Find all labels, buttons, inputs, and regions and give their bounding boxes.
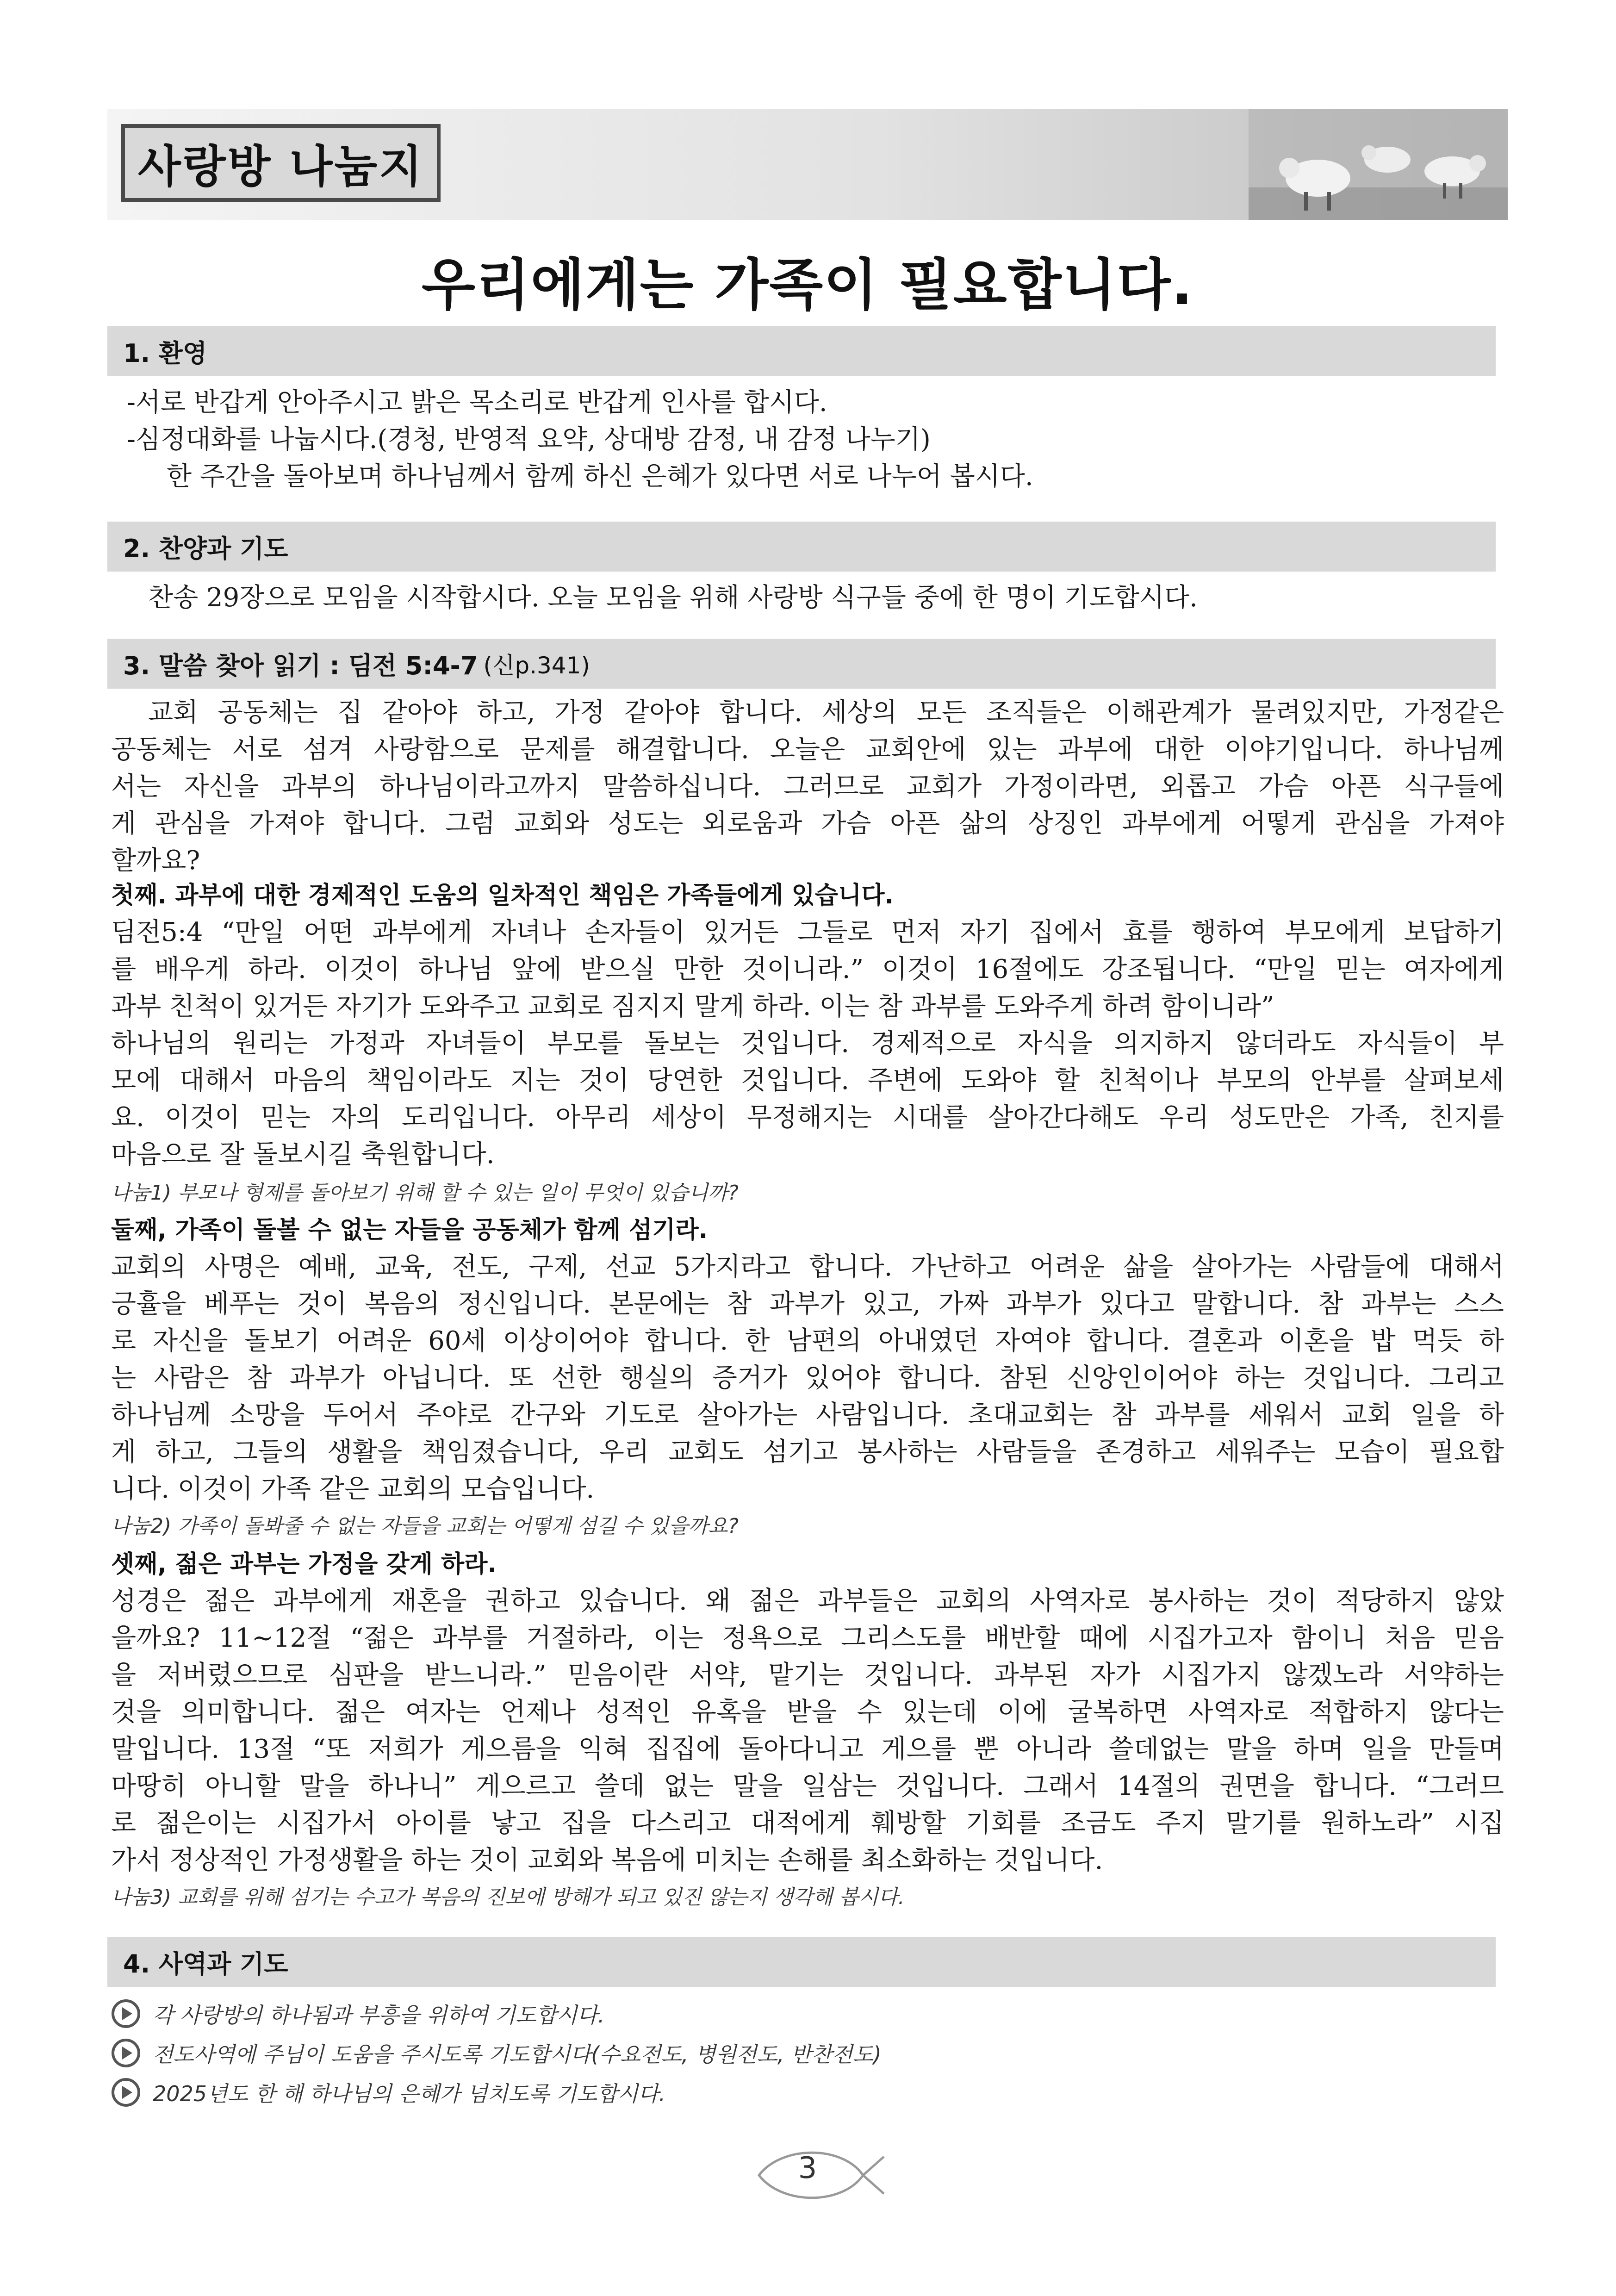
page-number-block <box>750 2143 889 2208</box>
prayer-item-text: 2025년도 한 해 하나님의 은혜가 넘치도록 기도합시다. <box>153 2081 666 2106</box>
arrow-circle-icon <box>111 1999 141 2028</box>
page-title: 우리에게는 가족이 필요합니다. <box>421 253 1194 317</box>
point1-line: 딤전5:4 “만일 어떤 과부에게 자녀나 손자들이 있거든 그들로 먼저 자기 집에서 효를 행하여 부모에게 보답하기 <box>111 917 1504 947</box>
point2-title: 둘째, 가족이 돌볼 수 없는 자들을 공동체가 함께 섬기라. <box>111 1216 708 1244</box>
point3-line: 을까요? 11~12절 “젊은 과부를 거절하라, 이는 정욕으로 그리스도를 배반할 때에 시집가고자 함이니 처음 믿음 <box>111 1623 1504 1653</box>
point3-line: 을 저버렸으므로 심판을 받느니라.” 믿음이란 서약, 맡기는 것입니다. 과부된 자가 시집가지 않겠노라 서약하는 <box>111 1660 1504 1690</box>
welcome-line: 한 주간을 돌아보며 하나님께서 함께 하신 은혜가 있다면 서로 나누어 봅시다. <box>167 461 1033 492</box>
discussion-question-2: 나눔2) 가족이 돌봐줄 수 없는 자들을 교회는 어떻게 섬길 수 있을까요? <box>111 1514 739 1538</box>
point3-line: 말입니다. 13절 “또 저희가 게으름을 익혀 집집에 돌아다니고 게으를 뿐 아니라 쓸데없는 말을 하며 일을 만들며 <box>111 1734 1504 1764</box>
prayer-item-text: 전도사역에 주님이 도움을 주시도록 기도합시다(수요전도, 병원전도, 반찬전도) <box>153 2042 882 2067</box>
point1-title: 첫째. 과부에 대한 경제적인 도움의 일차적인 책임은 가족들에게 있습니다. <box>111 882 894 909</box>
point3-line: 것을 의미합니다. 젊은 여자는 언제나 성적인 유혹을 받을 수 있는데 이에 굴복하면 사역자로 적합하지 않다는 <box>111 1697 1504 1727</box>
scripture-heading-text: 3. 말씀 찾아 읽기 : 딤전 5:4-7 <box>123 651 478 680</box>
prayer-item <box>111 2076 665 2109</box>
point1-line: 요. 이것이 믿는 자의 도리입니다. 아무리 세상이 무정해지는 시대를 살아간다해도 우리 성도만은 가족, 친지를 <box>111 1102 1504 1132</box>
point3-line: 가서 정상적인 가정생활을 하는 것이 교회와 복음에 미치는 손해를 최소화하는 것입니다. <box>111 1845 1103 1875</box>
worship-line: 찬송 29장으로 모임을 시작합시다. 오늘 모임을 위해 사랑방 식구들 중에 한 명이 기도합시다. <box>148 583 1198 613</box>
discussion-question-3: 나눔3) 교회를 위해 섬기는 수고가 복음의 진보에 방해가 되고 있진 않는지 생각해 봅시다. <box>111 1885 905 1909</box>
point1-line: 모에 대해서 마음의 책임이라도 지는 것이 당연한 것입니다. 주변에 도와야 할 친척이나 부모의 안부를 살펴보세 <box>111 1065 1504 1095</box>
page-number: 3 <box>798 2151 817 2185</box>
point1-line: 하나님의 원리는 가정과 자녀들이 부모를 돌보는 것입니다. 경제적으로 자식을 의지하지 않더라도 자식들이 부 <box>111 1028 1504 1058</box>
point2-line: 니다. 이것이 가족 같은 교회의 모습입니다. <box>111 1474 595 1504</box>
section-heading-prayer: 4. 사역과 기도 <box>107 1937 1496 1987</box>
point1-line: 과부 친척이 있거든 자기가 도와주고 교회로 짐지지 말게 하라. 이는 참 과부를 도와주게 하려 함이니라” <box>111 991 1274 1021</box>
point2-line: 게 하고, 그들의 생활을 책임졌습니다, 우리 교회도 섬기고 봉사하는 사람들을 존경하고 세워주는 모습이 필요합 <box>111 1437 1504 1467</box>
point1-line: 를 배우게 하라. 이것이 하나님 앞에 받으실 만한 것이니라.” 이것이 16절에도 강조됩니다. “만일 믿는 여자에게 <box>111 954 1504 984</box>
point3-line: 마땅히 아니할 말을 하나니” 게으르고 쓸데 없는 말을 일삼는 것입니다. 그래서 14절의 권면을 합니다. “그러므 <box>111 1771 1504 1801</box>
point3-line: 로 젊은이는 시집가서 아이를 낳고 집을 다스리고 대적에게 훼방할 기회를 조금도 주지 말기를 원하노라” 시집 <box>111 1808 1504 1838</box>
point2-line: 는 사람은 참 과부가 아닙니다. 또 선한 행실의 증거가 있어야 합니다. 참된 신앙인이어야 하는 것입니다. 그리고 <box>111 1363 1504 1393</box>
point2-line: 로 자신을 돌보기 어려운 60세 이상이어야 합니다. 한 남편의 아내였던 자여야 합니다. 결혼과 이혼을 밥 먹듯 하 <box>111 1326 1504 1356</box>
section-heading-worship: 2. 찬양과 기도 <box>107 522 1496 572</box>
section-heading-welcome: 1. 환영 <box>107 326 1496 376</box>
welcome-line: -심정대화를 나눕시다.(경청, 반영적 요약, 상대방 감정, 내 감정 나누기) <box>127 424 931 454</box>
section-label-box <box>121 124 441 202</box>
point3-line: 성경은 젊은 과부에게 재혼을 권하고 있습니다. 왜 젊은 과부들은 교회의 사역자로 봉사하는 것이 적당하지 않았 <box>111 1586 1504 1616</box>
intro-line: 교회 공동체는 집 같아야 하고, 가정 같아야 합니다. 세상의 모든 조직들은 이해관계가 물려있지만, 가정같은 <box>148 697 1504 728</box>
point2-line: 하나님께 소망을 두어서 주야로 간구와 기도로 살아가는 사람입니다. 초대교회는 참 과부를 세워서 교회 일을 하 <box>111 1400 1504 1430</box>
intro-line: 서는 자신을 과부의 하나님이라고까지 말씀하십니다. 그러므로 교회가 가정이라면, 외롭고 가슴 아픈 식구들에 <box>111 772 1504 802</box>
intro-line: 할까요? <box>111 846 200 876</box>
prayer-item <box>111 1997 604 2030</box>
point3-title: 셋째, 젊은 과부는 가정을 갖게 하라. <box>111 1550 497 1578</box>
section-heading-scripture <box>107 639 1496 689</box>
sheep-photo <box>1249 109 1508 220</box>
prayer-item-text: 각 사랑방의 하나됨과 부흥을 위하여 기도합시다. <box>153 2003 605 2028</box>
arrow-circle-icon <box>111 2078 141 2107</box>
section-label: 사랑방 나눔지 <box>138 140 424 193</box>
intro-line: 게 관심을 가져야 합니다. 그럼 교회와 성도는 외로움과 가슴 아픈 삶의 상징인 과부에게 어떻게 관심을 가져야 <box>111 809 1504 839</box>
prayer-item <box>111 2036 882 2070</box>
welcome-line: -서로 반갑게 안아주시고 밝은 목소리로 반갑게 인사를 합시다. <box>127 387 827 417</box>
scripture-page-ref: (신p.341) <box>483 652 590 679</box>
point2-line: 긍휼을 베푸는 것이 복음의 정신입니다. 본문에는 참 과부가 있고, 가짜 과부가 있다고 말합니다. 참 과부는 스스 <box>111 1289 1504 1319</box>
point2-line: 교회의 사명은 예배, 교육, 전도, 구제, 선교 5가지라고 합니다. 가난하고 어려운 삶을 살아가는 사람들에 대해서 <box>111 1252 1504 1282</box>
arrow-circle-icon <box>111 2038 141 2068</box>
point1-line: 마음으로 잘 돌보시길 축원합니다. <box>111 1139 495 1170</box>
intro-line: 공동체는 서로 섬겨 사랑함으로 문제를 해결합니다. 오늘은 교회안에 있는 과부에 대한 이야기입니다. 하나님께 <box>111 734 1504 765</box>
discussion-question-1: 나눔1) 부모나 형제를 돌아보기 위해 할 수 있는 일이 무엇이 있습니까? <box>111 1181 739 1205</box>
